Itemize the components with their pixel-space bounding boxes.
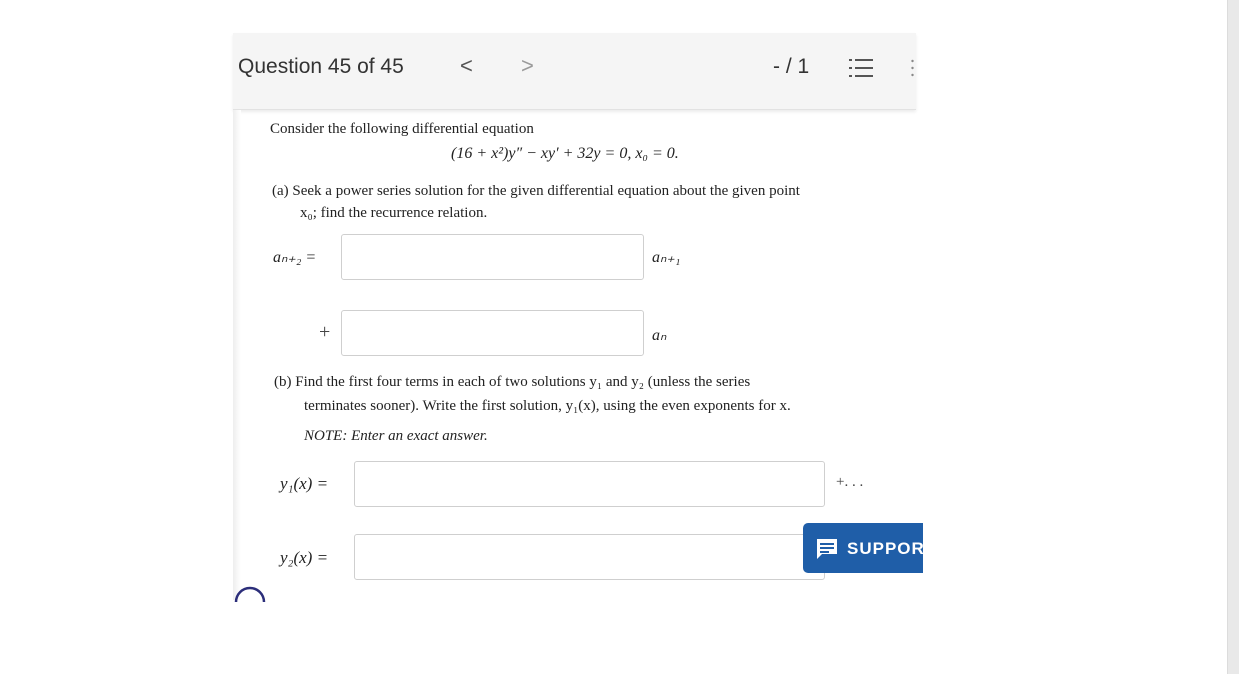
question-counter: Question 45 of 45 [238, 55, 404, 78]
question-content [233, 110, 925, 600]
more-vertical-icon[interactable] [911, 59, 914, 77]
support-label: SUPPOR [847, 539, 925, 558]
y2-answer-input[interactable] [354, 534, 825, 580]
y2-label: y₂(x) = [280, 548, 329, 567]
question-panel [233, 33, 925, 600]
score-display: - / 1 [773, 55, 810, 78]
page-scrollbar[interactable] [1227, 0, 1239, 674]
problem-intro: Consider the following differential equation [270, 121, 534, 137]
recurrence-coefficient-2-input[interactable] [341, 310, 644, 356]
note-text: NOTE: Enter an exact answer. [304, 428, 488, 444]
loading-spinner-icon [232, 584, 268, 604]
part-b-text-line2: terminates sooner). Write the first solution, y₁(x), using the even exponents for x. [304, 398, 791, 414]
list-icon[interactable] [849, 57, 873, 79]
content-left-edge [233, 110, 241, 600]
part-b-text-line1: (b) Find the first four terms in each of two solutions y₁ and y₂ (unless the series [274, 374, 751, 390]
next-question-button[interactable]: > [521, 53, 534, 78]
recurrence-term-an1: aₙ₊₁ [652, 249, 681, 266]
part-a-text-line1: (a) Seek a power series solution for the given differential equation about the given point [272, 183, 800, 199]
recurrence-coefficient-1-input[interactable] [341, 234, 644, 280]
series-continuation: +. . . [836, 474, 864, 490]
recurrence-term-an: aₙ [652, 327, 667, 344]
chat-icon [815, 537, 839, 561]
part-a-text-line2: x₀; find the recurrence relation. [300, 205, 488, 221]
plus-sign: + [319, 321, 331, 343]
y1-answer-input[interactable] [354, 461, 825, 507]
support-button[interactable] [803, 523, 923, 573]
question-header [233, 33, 916, 110]
previous-question-button[interactable]: < [460, 53, 473, 78]
recurrence-lhs-label: aₙ₊₂ = [273, 249, 317, 266]
differential-equation: (16 + x²)y″ − xy′ + 32y = 0, x₀ = 0. [451, 145, 679, 162]
y1-label: y₁(x) = [280, 474, 329, 493]
